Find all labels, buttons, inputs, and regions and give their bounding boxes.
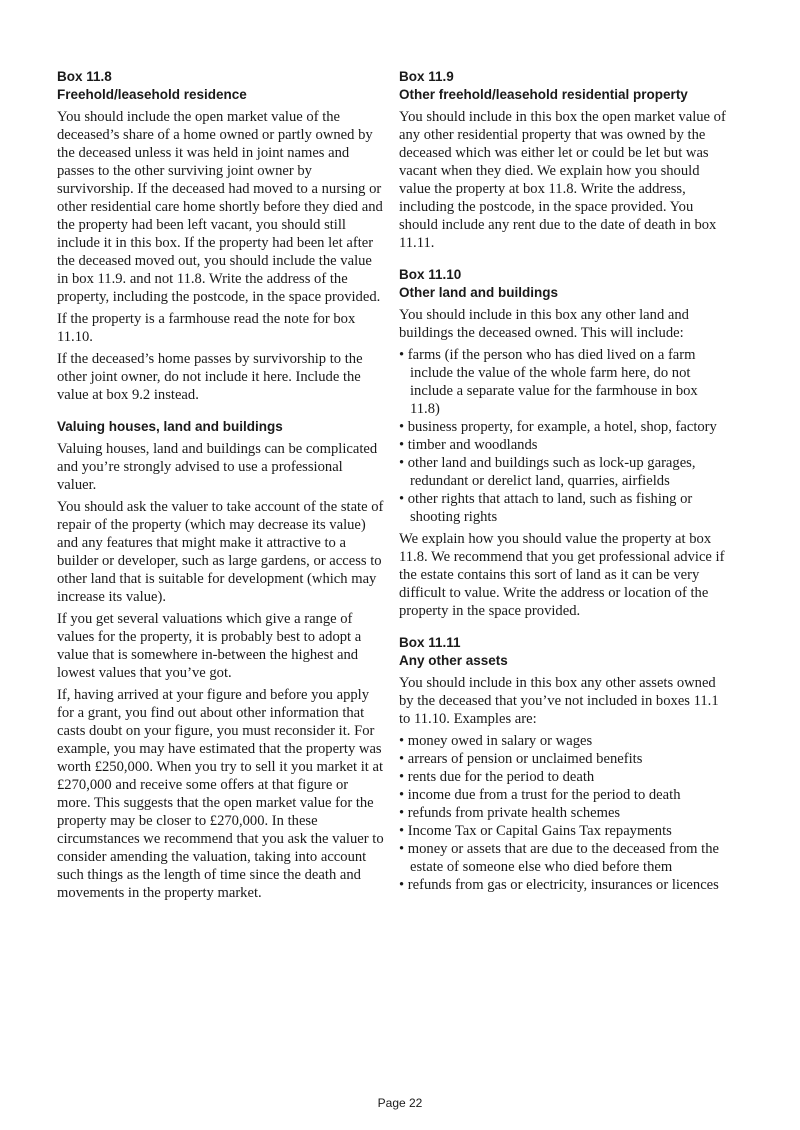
list-item: • farms (if the person who has died lived on a farm include the value of the whole farm here, do not include a separate value for the farmhouse in box 11.8) (399, 347, 698, 417)
page-number: Page 22 (377, 1096, 423, 1110)
box-11-8-id: Box 11.8 (57, 69, 112, 84)
list-item: • rents due for the period to death (399, 769, 595, 785)
box-11-10-list (399, 346, 729, 526)
valuing-paragraph: If you get several valuations which give a range of values for the property, it is probably best to adopt a value that is somewhere in-between the highest and lowest values that you’ve got. (57, 611, 362, 681)
list-item: • other rights that attach to land, such as fishing or shooting rights (399, 491, 693, 525)
box-11-11-id: Box 11.11 (399, 635, 461, 650)
valuing-paragraph: If, having arrived at your figure and before you apply for a grant, you find out about other information that casts doubt on your figure, you must reconsider it. For example, you may have estimated that the property was worth £250,000. When you try to sell it you market it at £270,000 and receive some offers at that figure or more. This suggests that the open market value for the property may be closer to £270,000. In these circumstances we recommend that you ask the valuer to consider amending the valuation, taking into account such things as the length of time since the death and movements in the property market. (57, 687, 384, 901)
box-11-8-title: Freehold/leasehold residence (57, 87, 247, 102)
list-item: • income due from a trust for the period to death (399, 787, 681, 803)
list-item: • timber and woodlands (399, 437, 538, 453)
box-11-8-paragraph: If the property is a farmhouse read the note for box 11.10. (57, 311, 356, 345)
valuing-heading: Valuing houses, land and buildings (57, 419, 283, 434)
list-item: • refunds from gas or electricity, insurances or licences (399, 877, 719, 893)
box-11-8-section (57, 68, 385, 404)
box-11-8-paragraph: You should include the open market value of the deceased’s share of a home owned or partly owned by the deceased unless it was held in joint names and passes to the other surviving joint owner by survivorship. If the deceased had moved to a nursing or other residential care home shortly before they died and the property had been left vacant, you should still include it in this box. If the property had been let after the deceased moved out, you should include the value in box 11.9. and not 11.8. Write the address of the property, including the postcode, in the space provided. (57, 109, 383, 305)
box-11-10-intro: You should include in this box any other land and buildings the deceased owned. This will include: (399, 307, 689, 341)
list-item: • money or assets that are due to the deceased from the estate of someone else who died before them (399, 841, 719, 875)
list-item: • refunds from private health schemes (399, 805, 621, 821)
box-11-9-section (399, 68, 729, 252)
box-11-11-title: Any other assets (399, 653, 508, 668)
list-item: • Income Tax or Capital Gains Tax repayments (399, 823, 672, 839)
box-11-11-intro: You should include in this box any other assets owned by the deceased that you’ve not included in boxes 11.1 to 11.10. Examples are: (399, 675, 719, 727)
box-11-10-id: Box 11.10 (399, 267, 462, 282)
box-11-9-paragraph: You should include in this box the open market value of any other residential property that was owned by the deceased which was either let or could be let but was vacant when they died. We explain how you should value the property at box 11.8. Write the address, including the postcode, in the space provided. You should include any rent due to the date of death in box 11.11. (399, 109, 726, 251)
list-item: • money owed in salary or wages (399, 733, 593, 749)
box-11-10-title: Other land and buildings (399, 285, 559, 300)
box-11-8-paragraph: If the deceased’s home passes by survivorship to the other joint owner, do not include it here. Include the value at box 9.2 instead. (57, 351, 363, 403)
box-11-9-title: Other freehold/leasehold residential property (399, 87, 688, 102)
list-item: • arrears of pension or unclaimed benefits (399, 751, 643, 767)
box-11-11-list (399, 732, 729, 894)
box-11-9-id: Box 11.9 (399, 69, 454, 84)
list-item: • other land and buildings such as lock-up garages, redundant or derelict land, quarries, airfields (399, 455, 696, 489)
box-11-10-paragraph: We explain how you should value the property at box 11.8. We recommend that you get professional advice if the estate contains this sort of land as it can be very difficult to value. Write the address or location of the property in the space provided. (399, 531, 725, 619)
box-11-10-section (399, 266, 729, 620)
valuing-paragraph: Valuing houses, land and buildings can be complicated and you’re strongly advised to use a professional valuer. (57, 441, 378, 493)
box-11-11-section (399, 634, 729, 894)
right-column (399, 68, 729, 898)
list-item: • business property, for example, a hotel, shop, factory (399, 419, 717, 435)
left-column (57, 68, 385, 906)
valuing-paragraph: You should ask the valuer to take account of the state of repair of the property (which may decrease its value) and any features that might make it attractive to a builder or developer, such as large gardens, or access to other land that is suitable for development (which may increase its value). (57, 499, 384, 605)
